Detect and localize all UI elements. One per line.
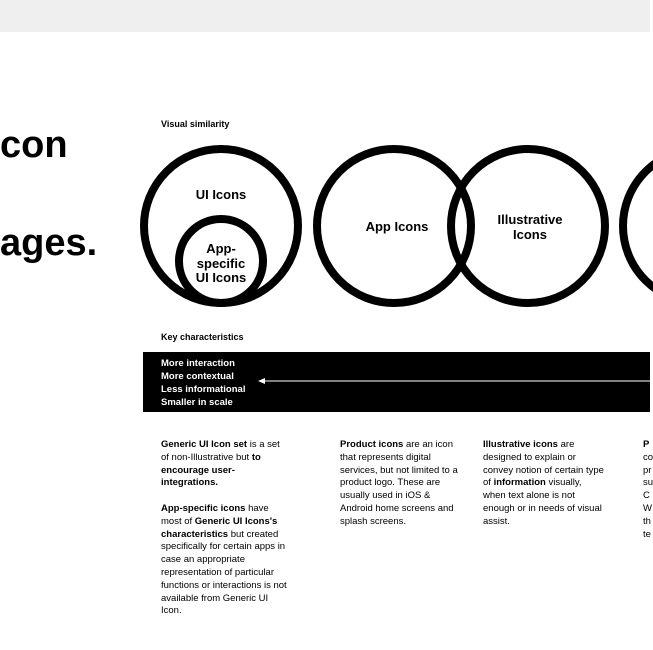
key-item-4: Smaller in scale [161,397,233,408]
key-item-2: More contextual [161,371,234,382]
key-characteristics-title: Key characteristics [161,332,244,342]
visual-similarity-title: Visual similarity [161,119,230,129]
arrow-head [258,378,265,384]
generic-ui-description: Generic UI Icon set is a set of non-Illustrative but to encourage user-integrations. App-specific icons have most of Generic UI Icons's characteristics but created specifically for certain apps in case an appropriate representation of particular functions or interactions is not available from Generic UI Icon. [161,439,287,617]
app-specific-label-3: UI Icons [195,270,247,285]
headline-line-2: ages. [0,222,98,264]
illustrative-label-2: Icons [513,227,547,242]
illustrative-icons-description: Illustrative icons are designed to explain or convey notion of certain type of information visually, when text alone is not enough or in needs of visual assist. [483,439,604,527]
key-item-3: Less informational [161,384,246,395]
app-specific-label-2: specific [196,256,246,271]
cut-off-description: P co pr su C W th te [643,439,653,540]
key-item-1: More interaction [161,358,235,369]
product-icons-description: Product icons are an icon that represents digital services, but not limited to a product logo. These are usually used in iOS & Android home screens and splash screens. [340,439,458,527]
headline-line-1: con [0,124,68,166]
app-specific-label-1: App- [206,241,236,256]
illustrative-label-1: Illustrative [497,212,563,227]
ui-icons-label: UI Icons [195,187,247,202]
app-icons-label: App Icons [365,219,429,234]
